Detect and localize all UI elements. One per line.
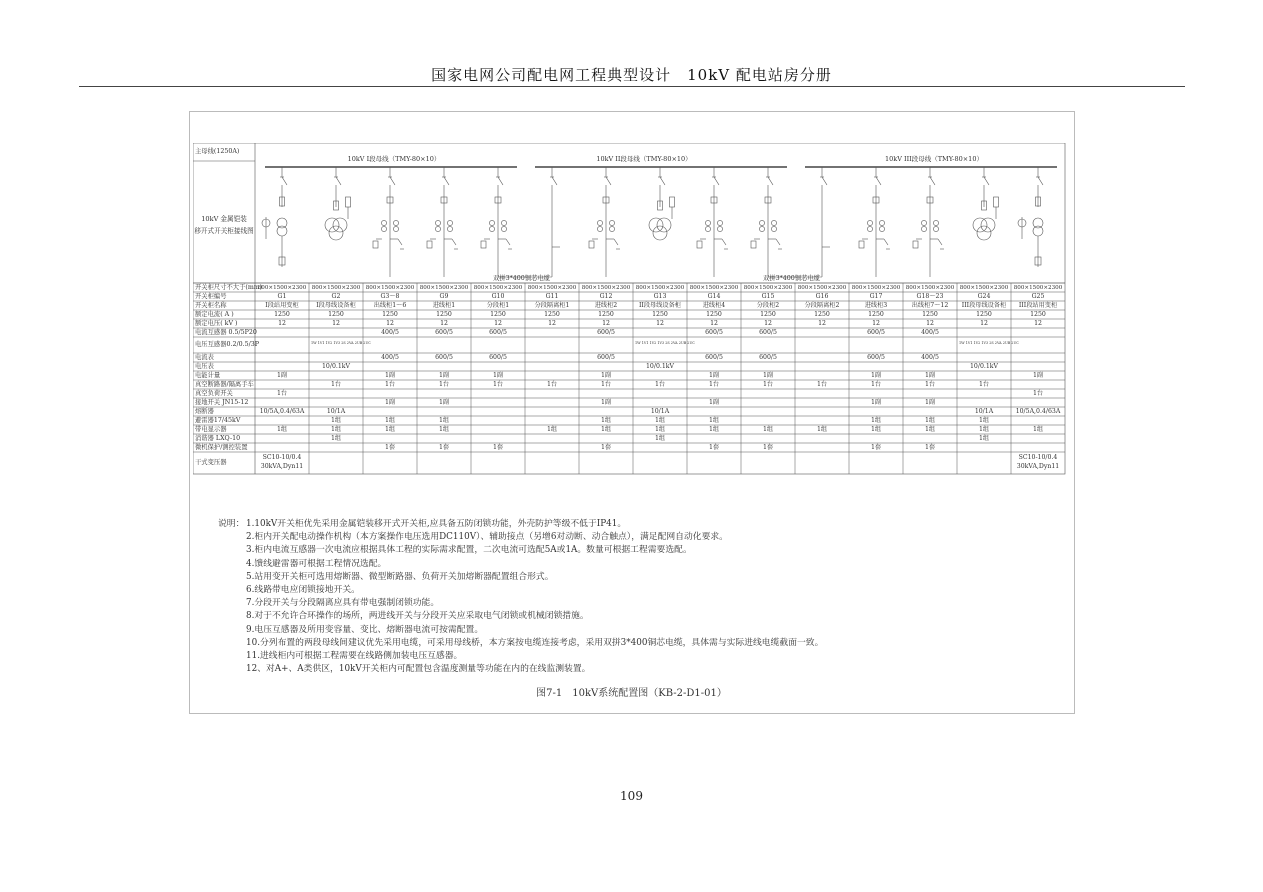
table-row-label: 开关柜名称: [195, 301, 227, 309]
note-item: 8.对于不允许合环操作的场所，两进线开关与分段开关应采取电气闭锁或机械闭锁措施。: [246, 611, 589, 622]
bus-section-label: 10kV III段母线（TMY-80×10）: [885, 155, 983, 163]
table-cell: G9: [439, 292, 449, 300]
table-cell: 进线柜2: [594, 301, 618, 309]
table-row-label: 消谐器 LXQ-10: [195, 434, 241, 442]
figure-caption: 图7-1 10kV系统配置图（KB-2-D1-01）: [536, 688, 727, 699]
table-cell: 800×1500×2300: [743, 284, 793, 291]
table-cell: G2: [331, 292, 341, 300]
current-transformer: [447, 226, 452, 231]
table-cell: 1250: [760, 310, 776, 318]
table-cell: 1套: [492, 443, 504, 451]
pt-mini-text: 1W 1V1 1V2 1V3 2S 2VA 2UB 2UC: [635, 341, 695, 345]
table-cell: 分段隔离柜1: [534, 301, 570, 309]
table-cell: 1250: [598, 310, 614, 318]
transformer-winding: [1033, 218, 1043, 228]
table-cell: 600/5: [867, 328, 885, 336]
table-cell: G14: [707, 292, 721, 300]
transformer-winding: [277, 218, 287, 228]
wiring-label-line: 移开式开关柜接线图: [194, 227, 254, 235]
table-cell: 600/5: [759, 328, 777, 336]
switch-blade: [552, 177, 557, 185]
header-rule: [79, 86, 1185, 87]
note-item: 12、对A+、A类供区，10kV开关柜内可配置包含温度测量等功能在内的在线监测装置。: [246, 664, 591, 675]
table-cell: 1副: [870, 398, 882, 406]
table-cell: 1组: [762, 425, 774, 433]
table-cell: 1组: [708, 416, 720, 424]
earth-switch: [398, 239, 402, 245]
transformer-winding: [1033, 226, 1043, 236]
switch-blade: [336, 177, 341, 185]
table-cell: 800×1500×2300: [257, 284, 307, 291]
switch-blade: [390, 177, 395, 185]
table-cell: 1副: [384, 371, 396, 379]
current-transformer: [381, 220, 386, 225]
table-cell: G25: [1031, 292, 1045, 300]
note-item: 7.分段开关与分段隔离应具有带电强制闭锁功能。: [246, 598, 440, 609]
current-transformer: [609, 226, 614, 231]
table-cell: 分段柜1: [486, 301, 510, 309]
switch-blade: [876, 177, 881, 185]
table-cell: 1250: [490, 310, 506, 318]
table-cell: 1副: [1032, 371, 1044, 379]
table-cell: G17: [869, 292, 883, 300]
voltage-transformer: [657, 218, 671, 232]
table-cell: 10/1A: [650, 407, 670, 415]
table-cell: 10/5A,0.4/63A: [1015, 407, 1061, 415]
table-row-label: 带电显示器: [195, 425, 227, 433]
table-cell: 400/5: [921, 353, 939, 361]
table-cell: 1副: [708, 398, 720, 406]
current-transformer: [435, 226, 440, 231]
current-transformer: [933, 220, 938, 225]
cable-label: 双拼3*400铜芯电缆: [763, 275, 820, 282]
table-row-label: 额定电压( kV ): [195, 319, 238, 327]
table-cell: 1组: [978, 425, 990, 433]
current-transformer: [759, 226, 764, 231]
table-cell: 1组: [924, 425, 936, 433]
table-cell: 1副: [438, 371, 450, 379]
note-item: 4.馈线避雷器可根据工程情况选配。: [246, 558, 387, 569]
table-cell: SC10-10/0.4 30kVA,Dyn11: [260, 454, 304, 470]
table-cell: 1250: [544, 310, 560, 318]
table-cell: 1组: [546, 425, 558, 433]
current-transformer: [705, 220, 710, 225]
table-row-label: 真空负荷开关: [195, 389, 233, 397]
table-row-label: 接地开关 JN15-12: [195, 398, 249, 406]
table-cell: 1250: [382, 310, 398, 318]
table-cell: 1套: [924, 443, 936, 451]
table-cell: 1组: [978, 434, 990, 442]
bus-section-label: 10kV II段母线（TMY-80×10）: [596, 155, 692, 163]
table-cell: 1台: [330, 380, 342, 388]
table-cell: 1副: [600, 398, 612, 406]
table-cell: 1组: [654, 434, 666, 442]
table-row-label: 真空断路器/隔离手车: [195, 380, 254, 388]
document-header-title: 国家电网公司配电网工程典型设计 10kV 配电站房分册: [431, 66, 832, 84]
switch-blade: [282, 177, 287, 185]
table-cell: 1组: [276, 425, 288, 433]
table-cell: 600/5: [435, 353, 453, 361]
voltage-transformer: [981, 218, 995, 232]
table-cell: 12: [980, 319, 988, 327]
switch-blade: [1038, 177, 1043, 185]
table-row-label: 开关柜编号: [195, 292, 227, 300]
wiring-diagram-label: [193, 213, 255, 237]
surge-arrester: [913, 241, 918, 248]
table-cell: 800×1500×2300: [905, 284, 955, 291]
table-cell: 600/5: [435, 328, 453, 336]
table-cell: 800×1500×2300: [851, 284, 901, 291]
table-row-label: 干式变压器: [195, 459, 227, 466]
table-cell: 1组: [438, 416, 450, 424]
table-cell: I段站用变柜: [265, 301, 299, 309]
table-cell: 1台: [600, 380, 612, 388]
current-transformer: [879, 220, 884, 225]
table-cell: 1250: [976, 310, 992, 318]
table-cell: 10/1A: [326, 407, 346, 415]
table-cell: 12: [656, 319, 664, 327]
table-cell: 1组: [978, 416, 990, 424]
table-cell: G24: [977, 292, 991, 300]
note-item: 3.柜内电流互感器一次电流应根据具体工程的实际需求配置，二次电流可选配5A或1A。数量可根据工程需要选配。: [246, 545, 692, 556]
note-item: 6.线路带电应闭锁接地开关。: [246, 585, 360, 596]
note-item: 2.柜内开关配电动操作机构（本方案操作电压选用DC110V）、辅助接点（另增6对动断、动合触点），满足配网自动化要求。: [246, 532, 728, 543]
table-cell: 1台: [978, 380, 990, 388]
current-transformer: [705, 226, 710, 231]
voltage-transformer: [977, 226, 991, 240]
table-cell: 1组: [330, 416, 342, 424]
table-cell: 12: [710, 319, 718, 327]
table-cell: 1台: [546, 380, 558, 388]
table-cell: 12: [440, 319, 448, 327]
switch-blade: [984, 177, 989, 185]
switch-blade: [714, 177, 719, 185]
table-cell: 1台: [708, 380, 720, 388]
switch-blade: [606, 177, 611, 185]
table-cell: 1台: [762, 380, 774, 388]
table-cell: 800×1500×2300: [689, 284, 739, 291]
voltage-transformer: [329, 226, 343, 240]
earth-switch: [938, 239, 942, 245]
table-cell: 600/5: [867, 353, 885, 361]
table-cell: 1组: [1032, 425, 1044, 433]
table-cell: 1组: [654, 416, 666, 424]
table-cell: 1组: [924, 416, 936, 424]
note-item: 9.电压互感器及所用变容量、变比、熔断器电流可按需配置。: [246, 624, 484, 635]
table-cell: 1台: [816, 380, 828, 388]
table-cell: 1台: [870, 380, 882, 388]
earth-switch: [506, 239, 510, 245]
table-cell: 1250: [436, 310, 452, 318]
table-row-label: 开关柜尺寸不大于(mm): [195, 283, 263, 291]
table-cell: 800×1500×2300: [311, 284, 361, 291]
table-cell: G1: [277, 292, 287, 300]
table-row-label: 电能计量: [195, 371, 221, 379]
surge-arrester: [697, 241, 702, 248]
voltage-transformer: [333, 218, 347, 232]
table-cell: 进线柜1: [432, 301, 456, 309]
pt-mini-text: 1W 1V1 1V2 1V3 2S 2VA 2UB 2UC: [311, 341, 371, 345]
table-cell: 800×1500×2300: [635, 284, 685, 291]
table-cell: 1套: [870, 443, 882, 451]
table-row-label: 电压表: [195, 362, 214, 370]
note-item: 5.站用变开关柜可选用熔断器、微型断路器、负荷开关加熔断器配置组合形式。: [246, 571, 554, 582]
surge-arrester: [751, 241, 756, 248]
earth-switch: [722, 239, 726, 245]
earth-switch: [776, 239, 780, 245]
earth-switch: [452, 239, 456, 245]
current-transformer: [381, 226, 386, 231]
table-cell: 1组: [438, 425, 450, 433]
table-cell: 1副: [924, 371, 936, 379]
table-cell: 600/5: [489, 328, 507, 336]
current-transformer: [717, 220, 722, 225]
current-transformer: [867, 226, 872, 231]
current-transformer: [717, 226, 722, 231]
table-cell: 1组: [708, 425, 720, 433]
table-cell: 400/5: [381, 328, 399, 336]
table-cell: 1250: [274, 310, 290, 318]
voltage-transformer: [325, 218, 339, 232]
table-cell: 1副: [384, 398, 396, 406]
table-cell: 1组: [384, 425, 396, 433]
table-cell: 400/5: [921, 328, 939, 336]
table-cell: 1副: [870, 371, 882, 379]
table-cell: G3～8: [380, 292, 400, 300]
table-cell: 800×1500×2300: [1013, 284, 1063, 291]
system-configuration-drawing: [193, 143, 1069, 513]
current-transformer: [489, 220, 494, 225]
earth-switch: [884, 239, 888, 245]
table-cell: 1组: [384, 416, 396, 424]
table-cell: G10: [491, 292, 505, 300]
current-transformer: [435, 220, 440, 225]
switch-blade: [444, 177, 449, 185]
surge-arrester: [859, 241, 864, 248]
table-cell: 1副: [492, 371, 504, 379]
note-item: 11.进线柜内可根据工程需要在线路侧加装电压互感器。: [246, 651, 463, 662]
current-transformer: [501, 220, 506, 225]
current-transformer: [867, 220, 872, 225]
current-transformer: [921, 226, 926, 231]
table-row-label: 电流表: [195, 353, 214, 361]
table-cell: 800×1500×2300: [473, 284, 523, 291]
surge-arrester: [994, 197, 999, 207]
table-cell: 1套: [708, 443, 720, 451]
current-transformer: [771, 220, 776, 225]
table-cell: 1250: [652, 310, 668, 318]
table-cell: II段母线设备柜: [638, 301, 681, 309]
table-cell: 12: [386, 319, 394, 327]
current-transformer: [489, 226, 494, 231]
switch-blade: [660, 177, 665, 185]
table-cell: 10/0.1kV: [321, 362, 351, 370]
table-cell: 1台: [924, 380, 936, 388]
table-cell: 1250: [922, 310, 938, 318]
table-row-label: 电压互感器0.2/0.5/3P: [195, 341, 259, 348]
table-cell: 600/5: [597, 328, 615, 336]
current-transformer: [771, 226, 776, 231]
table-cell: G12: [599, 292, 613, 300]
table-cell: 1台: [276, 389, 288, 397]
table-cell: 10/0.1kV: [969, 362, 999, 370]
current-transformer: [609, 220, 614, 225]
table-row-label: 微机保护/测控装置: [195, 443, 248, 451]
table-cell: 10/1A: [974, 407, 994, 415]
table-cell: 600/5: [489, 353, 507, 361]
current-transformer: [921, 220, 926, 225]
current-transformer: [597, 220, 602, 225]
table-cell: 分段柜2: [756, 301, 780, 309]
main-bus-label: 主母线(1250A): [195, 148, 240, 155]
table-cell: 1组: [600, 416, 612, 424]
table-cell: 1组: [654, 425, 666, 433]
table-cell: 1组: [330, 425, 342, 433]
surge-arrester: [481, 241, 486, 248]
table-cell: 1副: [924, 398, 936, 406]
switch-blade: [498, 177, 503, 185]
page-number: 109: [620, 789, 643, 803]
table-cell: 12: [764, 319, 772, 327]
table-cell: 12: [494, 319, 502, 327]
table-cell: 1台: [1032, 389, 1044, 397]
table-cell: G18～23: [916, 292, 944, 300]
table-cell: 1组: [600, 425, 612, 433]
current-transformer: [879, 226, 884, 231]
table-cell: 800×1500×2300: [419, 284, 469, 291]
table-cell: SC10-10/0.4 30kVA,Dyn11: [1016, 454, 1060, 470]
table-cell: 12: [602, 319, 610, 327]
table-cell: 1组: [816, 425, 828, 433]
table-row-label: 避雷器17/45kV: [195, 416, 241, 424]
table-cell: 600/5: [759, 353, 777, 361]
table-cell: G11: [545, 292, 559, 300]
table-cell: 1台: [654, 380, 666, 388]
table-cell: 800×1500×2300: [365, 284, 415, 291]
notes-prefix: 说明：: [218, 519, 245, 529]
pt-mini-text: 1W 1V1 1V2 1V3 2S 2VA 2UB 2UC: [959, 341, 1019, 345]
table-cell: 1组: [870, 416, 882, 424]
voltage-transformer: [649, 218, 663, 232]
table-row-label: 电流互感器 0.5/5P20: [195, 328, 257, 336]
table-cell: 进线柜3: [864, 301, 888, 309]
bus-section-label: 10kV I段母线（TMY-80×10）: [347, 155, 441, 163]
table-cell: 分段隔离柜2: [804, 301, 840, 309]
table-cell: III段母线设备柜: [961, 301, 1007, 309]
current-transformer: [933, 226, 938, 231]
surge-arrester: [373, 241, 378, 248]
table-cell: 600/5: [705, 353, 723, 361]
table-cell: 12: [332, 319, 340, 327]
table-cell: 1组: [330, 434, 342, 442]
table-cell: 10/0.1kV: [645, 362, 675, 370]
table-cell: 12: [1034, 319, 1042, 327]
table-cell: 800×1500×2300: [527, 284, 577, 291]
note-item: 10.分列布置的两段母线间建议优先采用电缆，可采用母线桥，本方案按电缆连接考虑，采用双拼3*400铜芯电缆，具体需与实际进线电缆截面一致。: [246, 637, 824, 648]
table-cell: 1副: [762, 371, 774, 379]
wiring-label-line: 10kV 金属铠装: [201, 215, 247, 223]
current-transformer: [759, 220, 764, 225]
voltage-transformer: [653, 226, 667, 240]
table-cell: 1副: [600, 371, 612, 379]
table-cell: 800×1500×2300: [959, 284, 1009, 291]
current-transformer: [501, 226, 506, 231]
current-transformer: [393, 226, 398, 231]
table-row-label: 额定电流( A ): [195, 310, 234, 318]
table-cell: 1副: [276, 371, 288, 379]
table-cell: 1副: [708, 371, 720, 379]
earth-switch: [614, 239, 618, 245]
table-cell: 10/5A,0.4/63A: [259, 407, 305, 415]
table-cell: 600/5: [597, 353, 615, 361]
table-cell: 出线柜1～6: [373, 301, 407, 309]
table-cell: 1副: [438, 398, 450, 406]
table-cell: 1套: [438, 443, 450, 451]
note-item: 1.10kV开关柜优先采用金属铠装移开式开关柜,应具备五防闭锁功能，外壳防护等级不低于IP41。: [246, 519, 627, 529]
table-cell: 1250: [868, 310, 884, 318]
table-cell: 1套: [600, 443, 612, 451]
table-cell: III段站用变柜: [1018, 301, 1058, 309]
table-cell: 出线柜7～12: [911, 301, 949, 309]
table-row-label: 熔断器: [195, 407, 214, 415]
table-cell: G15: [761, 292, 775, 300]
current-transformer: [597, 226, 602, 231]
table-cell: 12: [818, 319, 826, 327]
surge-arrester: [670, 197, 675, 207]
table-cell: 800×1500×2300: [797, 284, 847, 291]
current-transformer: [447, 220, 452, 225]
surge-arrester: [427, 241, 432, 248]
switch-blade: [930, 177, 935, 185]
table-cell: 1250: [814, 310, 830, 318]
table-cell: 1250: [328, 310, 344, 318]
table-cell: G16: [815, 292, 829, 300]
cable-label: 双拼3*400铜芯电缆: [493, 275, 550, 282]
table-cell: 1250: [1030, 310, 1046, 318]
table-cell: 12: [872, 319, 880, 327]
table-cell: 12: [926, 319, 934, 327]
table-cell: 400/5: [381, 353, 399, 361]
table-cell: 1250: [706, 310, 722, 318]
table-cell: 1套: [762, 443, 774, 451]
design-notes: [218, 518, 918, 676]
current-transformer: [393, 220, 398, 225]
table-cell: 12: [548, 319, 556, 327]
voltage-transformer: [973, 218, 987, 232]
table-cell: 1台: [384, 380, 396, 388]
table-cell: 1台: [492, 380, 504, 388]
table-cell: 12: [278, 319, 286, 327]
table-cell: 1组: [870, 425, 882, 433]
switch-blade: [822, 177, 827, 185]
transformer-winding: [277, 226, 287, 236]
table-cell: 800×1500×2300: [581, 284, 631, 291]
table-cell: 600/5: [705, 328, 723, 336]
table-cell: I段母线设备柜: [316, 301, 356, 309]
table-cell: 1台: [438, 380, 450, 388]
notes-list: [218, 518, 918, 676]
table-cell: G13: [653, 292, 667, 300]
switch-blade: [768, 177, 773, 185]
surge-arrester: [346, 197, 351, 207]
table-cell: 进线柜4: [702, 301, 726, 309]
table-cell: 1套: [384, 443, 396, 451]
surge-arrester: [589, 241, 594, 248]
